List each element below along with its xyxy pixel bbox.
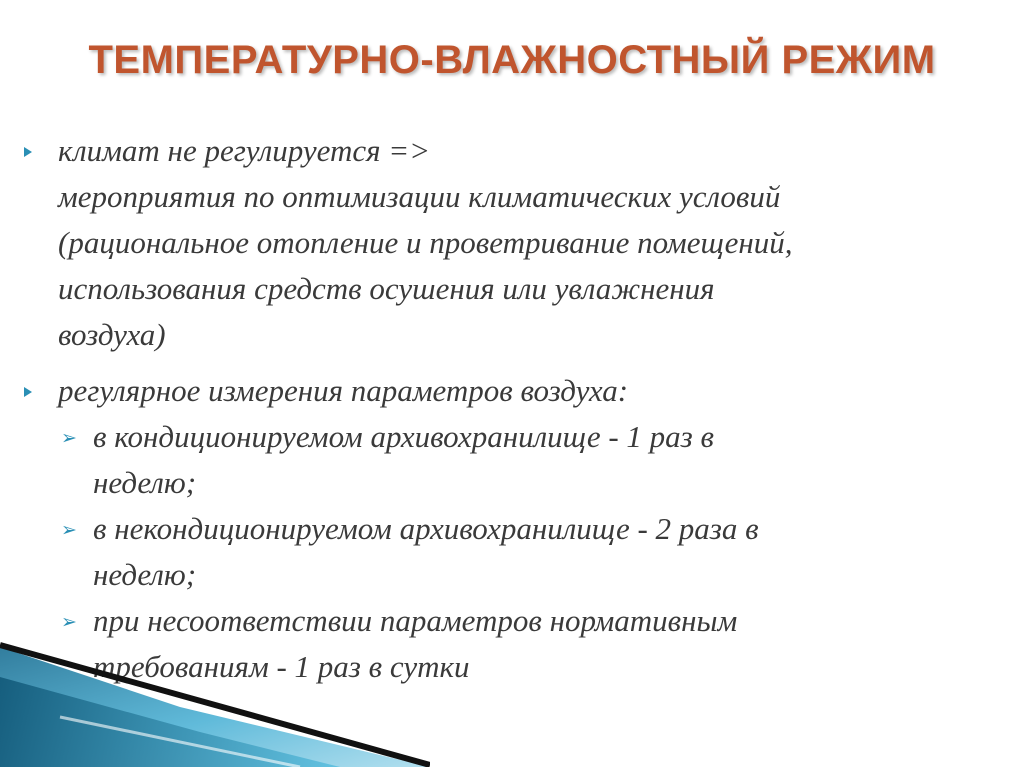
bullet-text-line: воздуха) bbox=[58, 317, 166, 352]
sub-item-text-line: при несоответствии параметров нормативным bbox=[93, 603, 738, 638]
bullet-text-line: регулярное измерения параметров воздуха: bbox=[58, 373, 629, 408]
sub-item-unconditioned bbox=[20, 506, 1010, 598]
bullet-text-line: мероприятия по оптимизации климатических условий bbox=[58, 179, 781, 214]
sub-item-text-line: неделю; bbox=[93, 557, 197, 592]
bullet-measurement bbox=[20, 368, 1010, 414]
sub-item-text-line: в кондиционируемом архивохранилище - 1 раз в bbox=[93, 419, 714, 454]
arrowhead-bullet-icon: ➢ bbox=[61, 611, 77, 633]
decorative-wave-corner bbox=[0, 637, 430, 767]
sub-item-text-line: в некондиционируемом архивохранилище - 2 раза в bbox=[93, 511, 759, 546]
bullet-text-line: (рациональное отопление и проветривание помещений, bbox=[58, 225, 793, 260]
triangle-bullet-icon bbox=[24, 147, 32, 157]
sub-item-conditioned bbox=[20, 414, 1010, 506]
bullet-text-line: климат не регулируется => bbox=[58, 133, 431, 168]
bullet-climate bbox=[20, 128, 1010, 358]
triangle-bullet-icon bbox=[24, 387, 32, 397]
sub-item-text-line: неделю; bbox=[93, 465, 197, 500]
sub-item-text-line: требованиям - 1 раз в сутки bbox=[93, 649, 470, 684]
arrowhead-bullet-icon: ➢ bbox=[61, 519, 77, 541]
slide-title: ТЕМПЕРАТУРНО-ВЛАЖНОСТНЫЙ РЕЖИМ bbox=[88, 38, 936, 82]
bullet-text-line: использования средств осушения или увлажнения bbox=[58, 271, 715, 306]
arrowhead-bullet-icon: ➢ bbox=[61, 427, 77, 449]
bullet-list bbox=[20, 128, 1010, 690]
